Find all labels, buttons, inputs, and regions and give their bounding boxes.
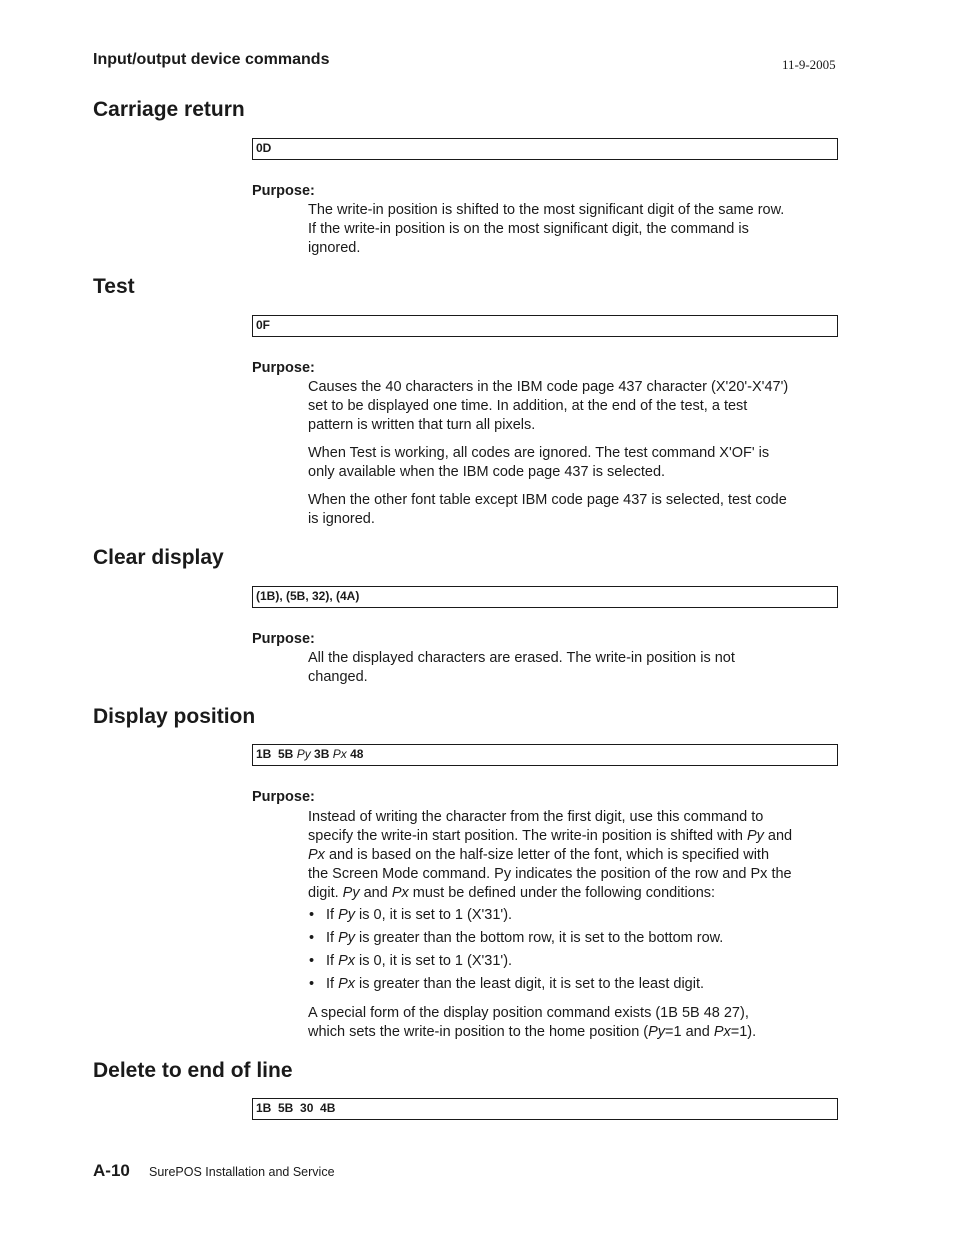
text-line: A special form of the display position command exists (1B 5B 48 27), xyxy=(308,1005,749,1021)
text-run: If xyxy=(326,976,339,992)
command-box-carriage-return: 0D xyxy=(252,138,838,160)
text-run: is 0, it is set to 1 (X'31'). xyxy=(355,953,513,969)
book-title: SurePOS Installation and Service xyxy=(149,1165,335,1179)
variable-px: Px xyxy=(391,885,409,901)
text-line xyxy=(308,827,843,846)
code-variable: Px xyxy=(332,747,347,761)
text-run: and is based on the half-size letter of the font, which is specified with xyxy=(324,847,770,863)
text-line: changed. xyxy=(308,669,368,685)
text-run: is greater than the bottom row, it is set to the bottom row. xyxy=(355,930,724,946)
text-run: is greater than the least digit, it is set to the least digit. xyxy=(355,976,705,992)
variable-px: Px xyxy=(308,847,325,863)
text-run: =1). xyxy=(730,1024,757,1040)
text-line: When the other font table except IBM code page 437 is selected, test code xyxy=(308,492,787,508)
text-line: When Test is working, all codes are ignored. The test command X'OF' is xyxy=(308,445,770,461)
variable: Px xyxy=(338,953,356,969)
heading-test: Test xyxy=(93,275,135,298)
text-line: the Screen Mode command. Py indicates the position of the row and Px the xyxy=(308,866,792,882)
purpose-label: Purpose: xyxy=(252,631,315,647)
variable-py: Py xyxy=(746,828,764,844)
paragraph xyxy=(308,444,843,482)
text-line: If the write-in position is on the most significant digit, the command is xyxy=(308,221,749,237)
paragraph xyxy=(308,1004,843,1042)
code-part: 48 xyxy=(346,747,364,761)
text-run: must be defined under the following conditions: xyxy=(408,885,716,901)
variable-py: Py xyxy=(342,885,360,901)
list-item xyxy=(308,929,843,952)
paragraph xyxy=(308,201,843,258)
code-part: 3B xyxy=(310,747,333,761)
text-line: set to be displayed one time. In addition, at the end of the test, a test xyxy=(308,398,748,414)
text-line xyxy=(308,846,843,865)
bullet-icon: • xyxy=(309,907,315,923)
purpose-label: Purpose: xyxy=(252,789,315,805)
bullet-icon: • xyxy=(309,930,315,946)
text-line: pattern is written that turn all pixels. xyxy=(308,417,536,433)
bullet-icon: • xyxy=(309,953,315,969)
variable: Py xyxy=(338,930,356,946)
heading-delete-to-end-of-line: Delete to end of line xyxy=(93,1059,293,1082)
text-run: and xyxy=(359,885,392,901)
text-line xyxy=(308,884,843,903)
heading-clear-display: Clear display xyxy=(93,546,224,569)
paragraph xyxy=(308,378,843,435)
purpose-label: Purpose: xyxy=(252,360,315,376)
paragraph xyxy=(308,808,843,903)
command-box-clear-display: (1B), (5B, 32), (4A) xyxy=(252,586,838,608)
paragraph xyxy=(308,491,843,529)
text-line: Causes the 40 characters in the IBM code page 437 character (X'20'-X'47') xyxy=(308,379,789,395)
text-line: is ignored. xyxy=(308,511,375,527)
condition-list xyxy=(308,906,843,998)
list-item xyxy=(308,906,843,929)
text-line: The write-in position is shifted to the most significant digit of the same row. xyxy=(308,202,785,218)
text-run: specify the write-in start position. The write-in position is shifted with xyxy=(308,828,747,844)
variable: Px xyxy=(338,976,356,992)
text-run: is 0, it is set to 1 (X'31'). xyxy=(355,907,513,923)
text-line: only available when the IBM code page 437 is selected. xyxy=(308,464,666,480)
text-line: ignored. xyxy=(308,240,361,256)
purpose-label: Purpose: xyxy=(252,183,315,199)
text-run: If xyxy=(326,907,339,923)
page-number: A-10 xyxy=(93,1161,130,1180)
variable-px: Px xyxy=(713,1024,731,1040)
list-item xyxy=(308,952,843,975)
list-item xyxy=(308,975,843,998)
text-run: =1 and xyxy=(665,1024,714,1040)
paragraph xyxy=(308,649,843,687)
heading-display-position: Display position xyxy=(93,705,256,728)
text-run: digit. xyxy=(308,885,343,901)
command-box-test: 0F xyxy=(252,315,838,337)
text-line xyxy=(308,1023,843,1042)
variable: Py xyxy=(338,907,356,923)
bullet-icon: • xyxy=(309,976,315,992)
text-run: If xyxy=(326,953,339,969)
text-run: which sets the write-in position to the home position ( xyxy=(308,1024,649,1040)
command-box-delete-to-end-of-line: 1B 5B 30 4B xyxy=(252,1098,838,1120)
command-box-display-position xyxy=(252,744,838,766)
heading-carriage-return: Carriage return xyxy=(93,98,245,121)
text-run: If xyxy=(326,930,339,946)
text-line: All the displayed characters are erased. The write-in position is not xyxy=(308,650,735,666)
header-date: 11-9-2005 xyxy=(782,57,836,72)
text-line: Instead of writing the character from the first digit, use this command to xyxy=(308,809,764,825)
code-variable: Py xyxy=(296,747,311,761)
code-part: 1B 5B xyxy=(256,747,297,761)
text-run: and xyxy=(763,828,793,844)
running-header: Input/output device commands xyxy=(93,51,330,68)
variable-py: Py xyxy=(648,1024,666,1040)
